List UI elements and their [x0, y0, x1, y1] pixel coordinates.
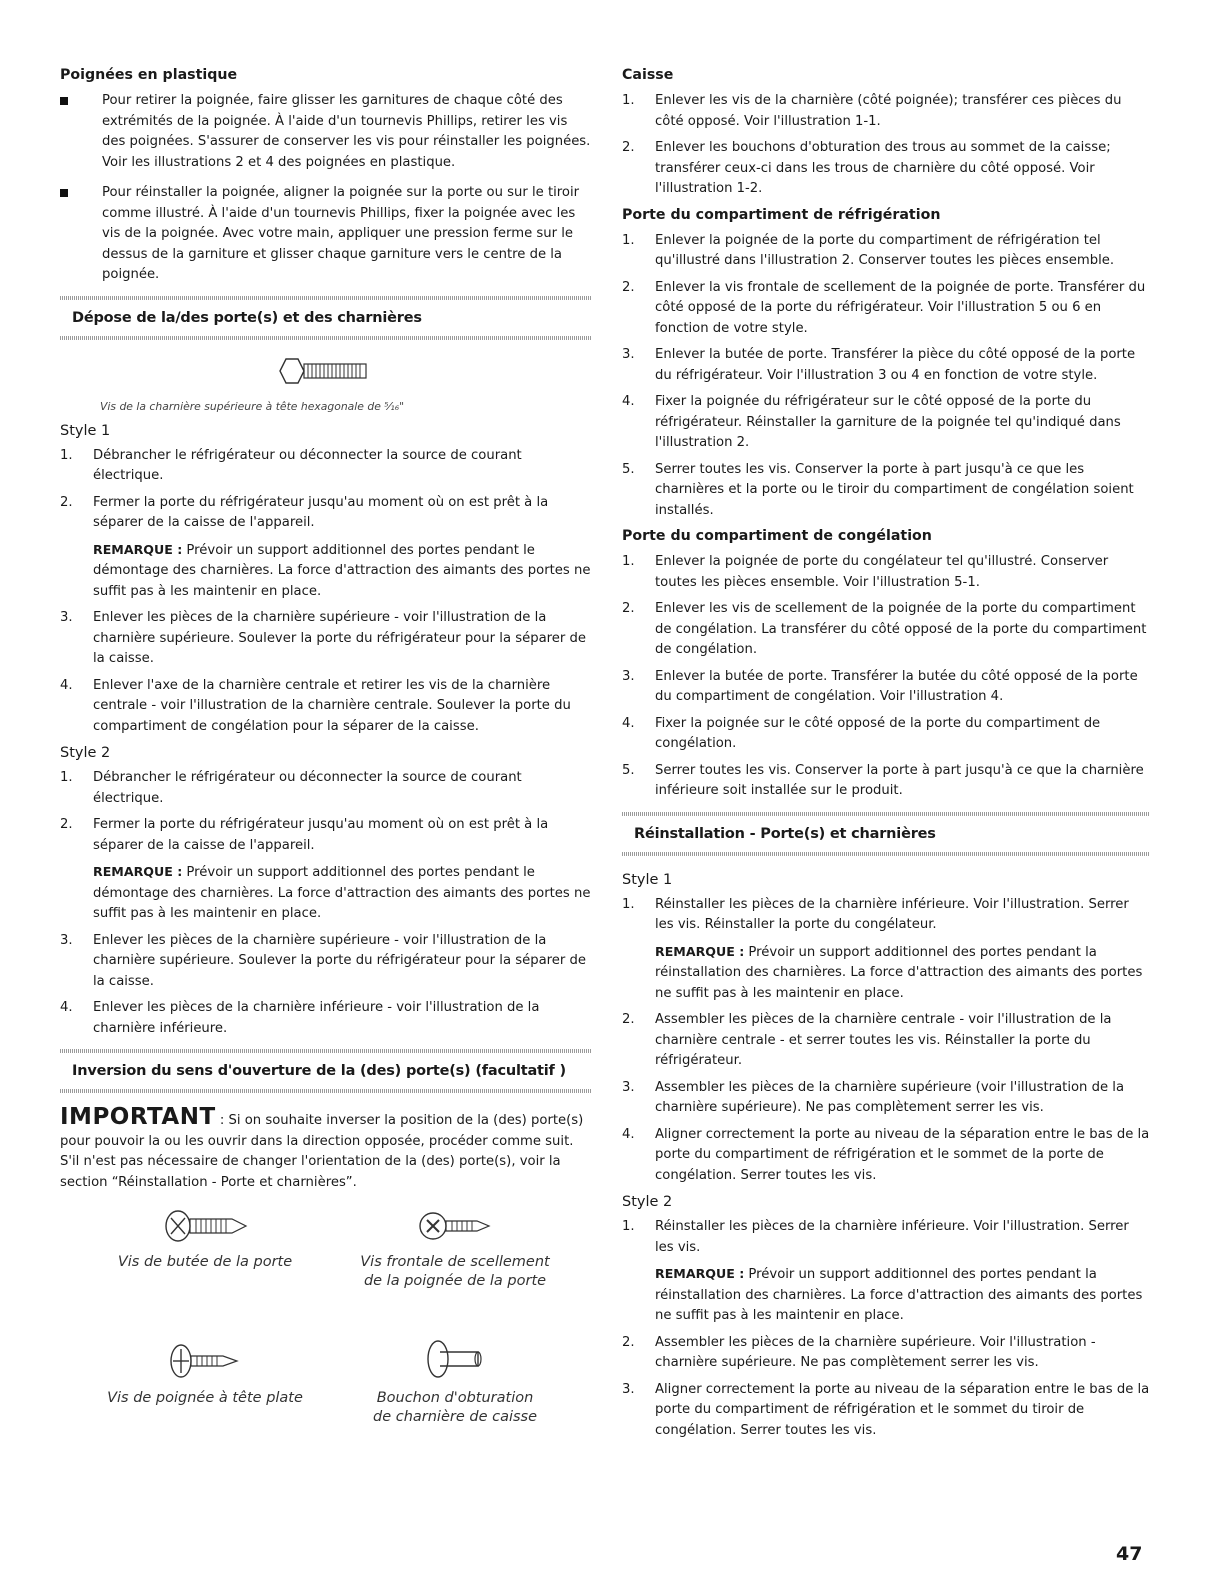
flat-head-screw-label: Vis de poignée à tête plate [107, 1390, 303, 1406]
hex-head-screw-icon [276, 354, 376, 388]
door-stop-screw-icon [160, 1207, 250, 1245]
removal-banner-title: Dépose de la/des porte(s) et des charnières [72, 309, 422, 326]
front-seal-screw-icon [415, 1207, 495, 1245]
list-item: 5. Serrer toutes les vis. Conserver la porte à part jusqu'à ce que la charnière inférieure soit installée sur le produit. [622, 762, 1144, 798]
plastic-handles-bullet: Pour retirer la poignée, faire glisser les garnitures de chaque côté des extrémités de la poignée. À l'aide d'un tournevis Phillips, retirer les vis des poignées. S'assurer de conserver les vis pour réinstaller les poignées. Voir les illustrations 2 et 4 des poignées en plastique. [60, 91, 592, 173]
cabinet-heading: Caisse [622, 67, 674, 83]
front-seal-screw-label-2: de la poignée de la porte [363, 1273, 547, 1289]
removal-style1-heading: Style 1 [60, 422, 111, 439]
hinge-plug-label-1: Bouchon d'obturation [376, 1390, 534, 1406]
hinge-plug [350, 1337, 560, 1427]
right-column [622, 66, 1150, 1447]
banner-top-rule [60, 296, 592, 300]
list-item: 2. Assembler les pièces de la charnière centrale - voir l'illustration de la charnière centrale - et serrer toutes les vis. Réinstaller la porte du réfrigérateur. [622, 1012, 1112, 1068]
banner-bottom-rule [60, 336, 592, 340]
removal-banner [60, 296, 592, 340]
freezer-door-list [622, 552, 1150, 802]
list-item: 3. Aligner correctement la porte au niveau de la séparation entre le bas de la porte du compartiment de réfrigération et le sommet du tiroir de congélation. Serrer toutes les vis. [622, 1381, 1150, 1438]
reinstall-style1-heading: Style 1 [622, 871, 673, 888]
remark-note: REMARQUE : Prévoir un support additionnel des portes pendant le démontage des charnières. La force d'attraction des aimants des portes ne suffit pas à les maintenir en place. [93, 864, 591, 921]
list-item: 1. Débrancher le réfrigérateur ou déconnecter la source de courant électrique. [60, 770, 522, 806]
bullet-square-icon [60, 97, 68, 105]
list-item: 4. Fixer la poignée sur le côté opposé de la porte du compartiment de congélation. [622, 715, 1101, 751]
list-item: 3. Assembler les pièces de la charnière supérieure (voir l'illustration de la charnière supérieure). Ne pas complètement serrer les vis. [622, 1079, 1125, 1115]
list-item: 1. Débrancher le réfrigérateur ou déconnecter la source de courant électrique. [60, 447, 522, 483]
reinstall-style1-list [622, 895, 1150, 1187]
list-item: 2. Enlever les bouchons d'obturation des trous au sommet de la caisse; transférer ceux-ci dans les trous de charnière du côté opposé. Voir l'illustration 1-2. [622, 140, 1111, 196]
list-item: 3. Enlever les pièces de la charnière supérieure - voir l'illustration de la charnière supérieure. Soulever la porte du réfrigérateur pour la séparer de la caisse. [60, 932, 586, 989]
list-item: 2. Enlever la vis frontale de scellement de la poignée de porte. Transférer du côté opposé de la porte du réfrigérateur. Voir l'illustration 5 ou 6 en fonction de votre style. [622, 279, 1146, 336]
reversal-banner-title: Inversion du sens d'ouverture de la (des) porte(s) (facultatif ) [72, 1063, 566, 1079]
fridge-door-list [622, 231, 1150, 522]
list-item: 1. Réinstaller les pièces de la charnière inférieure. Voir l'illustration. Serrer les vis. Réinstaller la porte du congélateur. REMARQUE : Prévoir un support additionnel des portes pendant la réinstallation des charnières. La force d'attraction des aimants des portes ne suffit pas à les maintenir en place. [622, 895, 1150, 1005]
list-item: 2. Fermer la porte du réfrigérateur jusqu'au moment où on est prêt à la séparer de la caisse de l'appareil. REMARQUE : Prévoir un support additionnel des portes pendant le démontage des charnières. La force d'attraction des aimants des portes ne suffit pas à les maintenir en place. [60, 493, 592, 603]
hex-screw-caption: Vis de la charnière supérieure à tête hexagonale de ⁵⁄₁₆" [100, 399, 405, 413]
remark-note: REMARQUE : Prévoir un support additionnel des portes pendant le démontage des charnières. La force d'attraction des aimants des portes ne suffit pas à les maintenir en place. [93, 541, 591, 599]
list-item: 4. Fixer la poignée du réfrigérateur sur le côté opposé de la porte du réfrigérateur. Réinstaller la garniture de la poignée tel qu'indiqué dans l'illustration 2. [622, 394, 1121, 450]
door-stop-screw [100, 1207, 310, 1272]
left-column [60, 66, 592, 1478]
removal-style1-list [60, 446, 592, 738]
remark-note: REMARQUE : Prévoir un support additionnel des portes pendant la réinstallation des charnières. La force d'attraction des aimants des portes ne suffit pas à les maintenir en place. [655, 1266, 1143, 1323]
cabinet-list [622, 91, 1150, 200]
list-item: 5. Serrer toutes les vis. Conserver la porte à part jusqu'à ce que les charnières et la porte ou le tiroir du compartiment de congélation soient installés. [622, 461, 1134, 518]
banner-bottom-rule [60, 1089, 592, 1093]
reinstall-style2-heading: Style 2 [622, 1194, 673, 1210]
removal-style2-list [60, 768, 592, 1039]
plastic-handles-heading: Poignées en plastique [60, 67, 238, 83]
reinstall-banner [622, 812, 1150, 856]
remark-note: REMARQUE : Prévoir un support additionnel des portes pendant la réinstallation des charnières. La force d'attraction des aimants des portes ne suffit pas à les maintenir en place. [655, 943, 1143, 1001]
door-stop-screw-label: Vis de butée de la porte [117, 1254, 293, 1270]
screw-legend [60, 1203, 592, 1478]
freezer-door-heading: Porte du compartiment de congélation [622, 528, 932, 544]
list-item: 4. Enlever l'axe de la charnière centrale et retirer les vis de la charnière centrale - voir l'illustration de la charnière centrale. Soulever la porte du compartiment de congélation pour la séparer de la caisse. [60, 677, 571, 734]
page-number: 47 [1116, 1543, 1143, 1565]
list-item: 3. Enlever les pièces de la charnière supérieure - voir l'illustration de la charnière supérieure. Soulever la porte du réfrigérateur pour la séparer de la caisse. [60, 610, 586, 666]
reinstall-style2-list [622, 1217, 1150, 1441]
plastic-handles-bullet: Pour réinstaller la poignée, aligner la poignée sur la porte ou sur le tiroir comme illustré. À l'aide d'un tournevis Phillips, fixer la poignée avec les vis de la poignée. Avec votre main, appliquer une pression ferme sur le dessus de la garniture et glisser chaque garniture vers le centre de la poignée. [60, 183, 592, 286]
list-item: 1. Enlever la poignée de la porte du compartiment de réfrigération tel qu'illustré dans l'illustration 2. Conserver toutes les pièces ensemble. [622, 232, 1115, 268]
front-seal-screw [350, 1207, 560, 1291]
list-item: 3. Enlever la butée de porte. Transférer la butée du côté opposé de la porte du compartiment de congélation. Voir l'illustration 4. [622, 668, 1138, 704]
flat-head-screw [100, 1341, 310, 1408]
list-item: 3. Enlever la butée de porte. Transférer la pièce du côté opposé de la porte du réfrigérateur. Voir l'illustration 3 ou 4 en fonction de votre style. [622, 347, 1136, 383]
bullet-square-icon [60, 189, 68, 197]
list-item: 1. Enlever les vis de la charnière (côté poignée); transférer ces pièces du côté opposé. Voir l'illustration 1-1. [622, 93, 1122, 129]
flat-head-screw-icon [165, 1341, 245, 1381]
list-item: 1. Enlever la poignée de porte du congélateur tel qu'illustré. Conserver toutes les pièces ensemble. Voir l'illustration 5-1. [622, 554, 1109, 590]
front-seal-screw-label-1: Vis frontale de scellement [360, 1254, 550, 1270]
reinstall-banner-title: Réinstallation - Porte(s) et charnières [634, 825, 936, 842]
hinge-plug-icon [420, 1337, 490, 1381]
list-item: 4. Aligner correctement la porte au niveau de la séparation entre le bas de la porte du compartiment de réfrigération et le sommet de la porte de congélation. Serrer toutes les vis. [622, 1126, 1150, 1183]
list-item: 2. Assembler les pièces de la charnière supérieure. Voir l'illustration - charnière supérieure. Ne pas complètement serrer les vis. [622, 1334, 1096, 1370]
list-item: 2. Fermer la porte du réfrigérateur jusqu'au moment où on est prêt à la séparer de la caisse de l'appareil. REMARQUE : Prévoir un support additionnel des portes pendant le démontage des charnières. La force d'attraction des aimants des portes ne suffit pas à les maintenir en place. [60, 815, 592, 925]
removal-style2-heading: Style 2 [60, 745, 111, 761]
banner-bottom-rule [622, 852, 1150, 856]
reversal-banner [60, 1049, 592, 1093]
banner-top-rule [622, 812, 1150, 816]
list-item: 2. Enlever les vis de scellement de la poignée de la porte du compartiment de congélation. La transférer du côté opposé de la porte du compartiment de congélation. [622, 601, 1147, 657]
banner-top-rule [60, 1049, 592, 1053]
fridge-door-heading: Porte du compartiment de réfrigération [622, 206, 941, 223]
list-item: 4. Enlever les pièces de la charnière inférieure - voir l'illustration de la charnière inférieure. [60, 1000, 540, 1036]
important-note: IMPORTANT : Si on souhaite inverser la position de la (des) porte(s) pour pouvoir la ou les ouvrir dans la direction opposée, procéder comme suit. S'il n'est pas nécessaire de changer l'orientation de la (des) porte(s), voir la section “Réinstallation - Porte et charnières”. [60, 1104, 584, 1190]
list-item: 1. Réinstaller les pièces de la charnière inférieure. Voir l'illustration. Serrer les vis. REMARQUE : Prévoir un support additionnel des portes pendant la réinstallation des charnières. La force d'attraction des aimants des portes ne suffit pas à les maintenir en place. [622, 1217, 1150, 1327]
hinge-plug-label-2: de charnière de caisse [372, 1409, 538, 1425]
hex-screw-figure [60, 354, 592, 392]
